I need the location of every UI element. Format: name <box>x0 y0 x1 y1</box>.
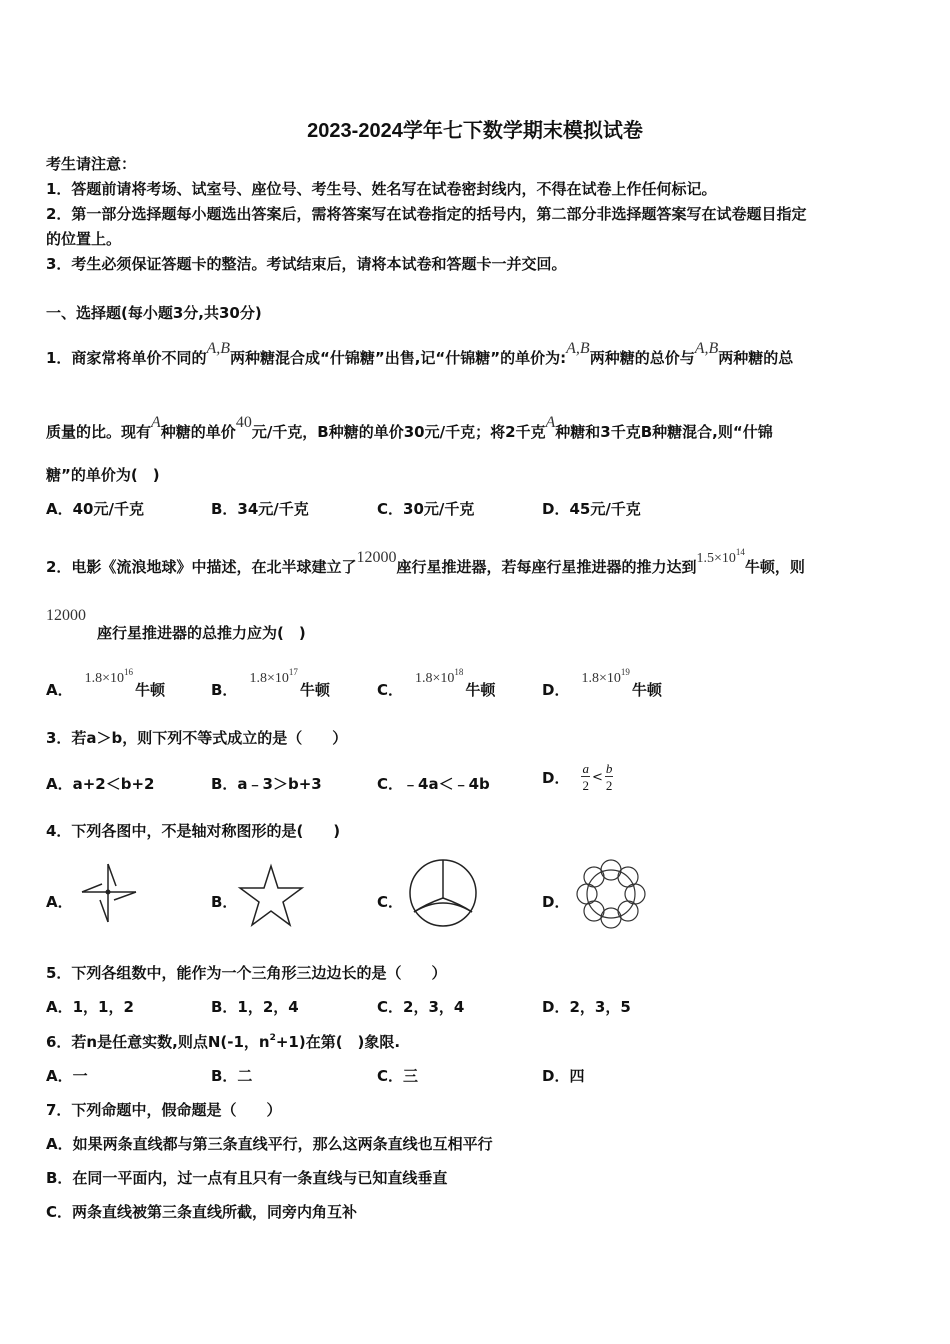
q6-option-b[interactable]: B．二 <box>211 1067 253 1085</box>
q3-option-d[interactable]: D． $\frac{a}{2}$ < $\frac{b}{2}$ <box>542 761 613 793</box>
q3-option-a[interactable]: A．a+2＜b+2 <box>46 775 155 793</box>
scalloped-circle-figure <box>572 856 650 932</box>
notice-line-1: 1．答题前请将考场、试室号、座位号、考生号、姓名写在试卷密封线内，不得在试卷上作任何标记。 <box>46 180 717 198</box>
q5-stem: 5．下列各组数中，能作为一个三角形三边边长的是（ ） <box>46 964 447 982</box>
circle-lens-figure <box>406 856 480 930</box>
q2-count: 12000 <box>46 607 86 624</box>
q4-option-d[interactable]: D． <box>542 893 570 911</box>
q1-option-c[interactable]: C．30元/千克 <box>377 500 475 518</box>
q6-option-c[interactable]: C．三 <box>377 1067 419 1085</box>
q2-option-b[interactable]: B．$1.8\times 10^{17}$牛顿 <box>211 667 330 699</box>
q2-option-d[interactable]: D．$1.8\times 10^{19}$牛顿 <box>542 667 662 699</box>
q1-line-1: 1．商家常将单价不同的A,B两种糖混合成“什锦糖”出售,记“什锦糖”的单价为:A,B两种糖的总价与A,B两种糖的总 <box>46 340 794 367</box>
q4-option-c[interactable]: C． <box>377 893 404 911</box>
q5-option-c[interactable]: C．2，3，4 <box>377 998 465 1016</box>
section-heading: 一、选择题(每小题3分,共30分) <box>46 304 262 322</box>
q7-option-c[interactable]: C．两条直线被第三条直线所截，同旁内角互补 <box>46 1203 358 1221</box>
q1-option-d[interactable]: D．45元/千克 <box>542 500 641 518</box>
q1-option-a[interactable]: A．40元/千克 <box>46 500 144 518</box>
notice-line-2-cont: 的位置上。 <box>46 230 122 248</box>
q3-stem: 3．若a＞b，则下列不等式成立的是（ ） <box>46 729 348 747</box>
notice-line-3: 3．考生必须保证答题卡的整洁。考试结束后，请将本试卷和答题卡一并交回。 <box>46 255 567 273</box>
q4-option-b[interactable]: B． <box>211 893 238 911</box>
q4-stem: 4．下列各图中，不是轴对称图形的是( ) <box>46 822 341 840</box>
q5-option-b[interactable]: B．1，2，4 <box>211 998 299 1016</box>
q5-option-a[interactable]: A．1，1，2 <box>46 998 134 1016</box>
q2-option-c[interactable]: C．$1.8\times 10^{18}$牛顿 <box>377 667 496 699</box>
q4-option-a[interactable]: A． <box>46 893 73 911</box>
q2-option-a[interactable]: A．$1.8\times 10^{16}$牛顿 <box>46 667 166 699</box>
q3-option-b[interactable]: B．a﹣3＞b+3 <box>211 775 322 793</box>
q1-option-b[interactable]: B．34元/千克 <box>211 500 309 518</box>
pinwheel-figure <box>78 860 148 930</box>
star-figure <box>238 864 304 928</box>
q1-line-2: 质量的比。现有A种糖的单价40元/千克，B种糖的单价30元/千克；将2千克A种糖和3千克B种糖混合,则“什锦 <box>46 414 773 441</box>
notice-header: 考生请注意： <box>46 155 137 173</box>
q2-line-1: 2．电影《流浪地球》中描述，在北半球建立了12000座行星推进器，若每座行星推进器的推力达到$1.5\times 10^{14}$牛顿，则 <box>46 547 805 576</box>
q6-option-d[interactable]: D．四 <box>542 1067 585 1085</box>
page-title: 2023-2024学年七下数学期末模拟试卷 <box>307 120 643 142</box>
q3-option-c[interactable]: C．﹣4a＜﹣4b <box>377 775 490 793</box>
q1-line-3: 糖”的单价为( ) <box>46 466 160 484</box>
q5-option-d[interactable]: D．2，3，5 <box>542 998 631 1016</box>
notice-line-2: 2．第一部分选择题每小题选出答案后，需将答案写在试卷指定的括号内，第二部分非选择题答案写在试卷题目指定 <box>46 205 807 223</box>
q7-option-a[interactable]: A．如果两条直线都与第三条直线平行，那么这两条直线也互相平行 <box>46 1135 493 1153</box>
q6-stem: 6．若n是任意实数,则点N(-1，$n^2+1$)在第( )象限. <box>46 1033 401 1051</box>
q2-line-2: 座行星推进器的总推力应为( ) <box>97 624 306 642</box>
q7-stem: 7．下列命题中，假命题是（ ） <box>46 1101 282 1119</box>
q7-option-b[interactable]: B．在同一平面内，过一点有且只有一条直线与已知直线垂直 <box>46 1169 448 1187</box>
q6-option-a[interactable]: A．一 <box>46 1067 88 1085</box>
